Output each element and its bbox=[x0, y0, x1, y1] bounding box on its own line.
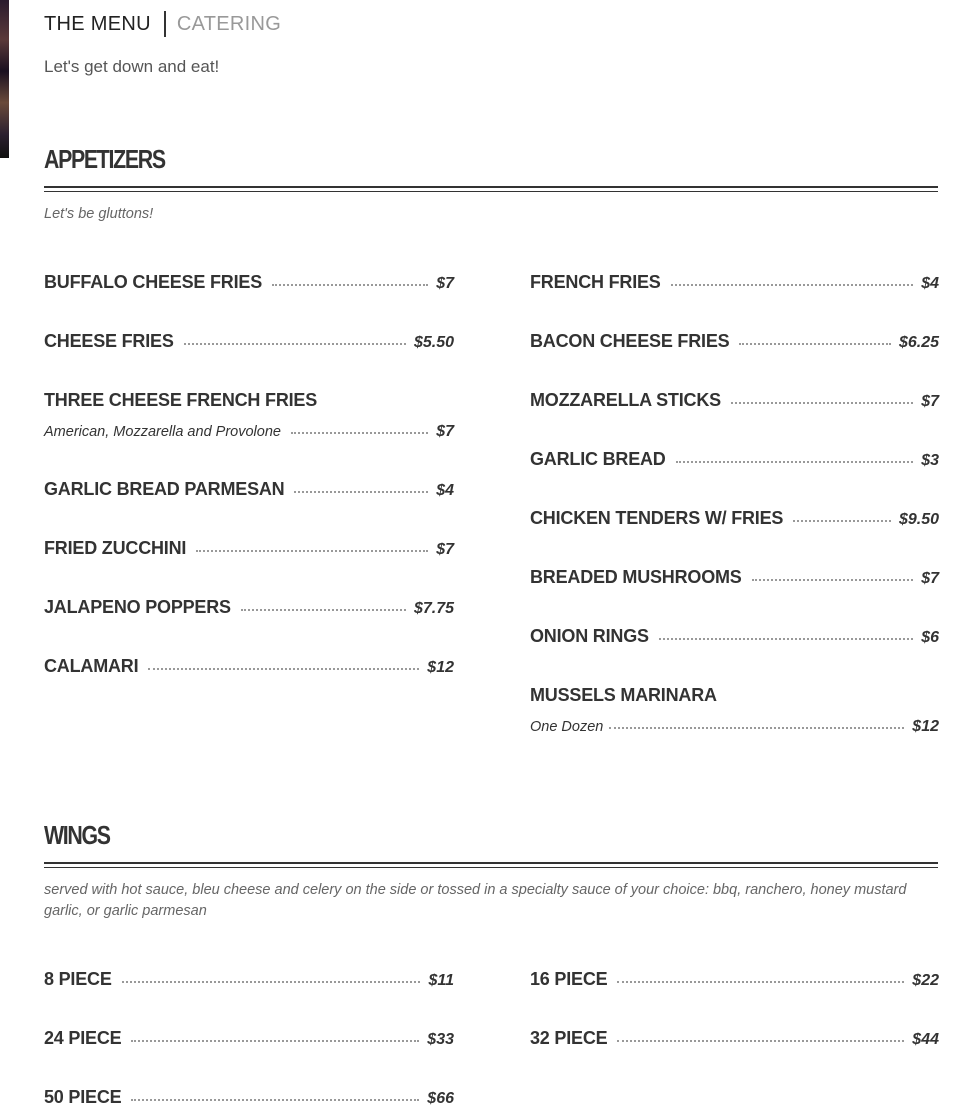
nav-divider bbox=[164, 11, 166, 37]
appetizers-divider bbox=[44, 186, 938, 192]
leader-dots bbox=[609, 727, 904, 729]
item-name: BUFFALO CHEESE FRIES bbox=[44, 272, 263, 292]
item-price: $7.75 bbox=[413, 600, 454, 617]
leader-dots bbox=[676, 461, 914, 463]
item-price: $6.25 bbox=[898, 334, 939, 351]
item-name: CALAMARI bbox=[44, 656, 139, 676]
leader-dots bbox=[196, 550, 428, 552]
menu-item bbox=[530, 449, 939, 470]
menu-item bbox=[530, 718, 939, 736]
leader-dots bbox=[148, 668, 419, 670]
item-description: One Dozen bbox=[530, 719, 604, 735]
item-price: $4 bbox=[436, 482, 454, 499]
leader-dots bbox=[241, 609, 406, 611]
leader-dots bbox=[731, 402, 913, 404]
menu-item bbox=[44, 1028, 454, 1049]
menu-item bbox=[44, 479, 454, 500]
item-price: $3 bbox=[921, 452, 939, 469]
nav-catering[interactable]: CATERING bbox=[176, 12, 282, 35]
page-tagline: Let's get down and eat! bbox=[44, 57, 220, 76]
leader-dots bbox=[122, 981, 421, 983]
wings-description: served with hot sauce, bleu cheese and celery on the side or tossed in a specialty sauce of your choice: bbq, ranchero, honey mustard garlic, or garlic parmesan bbox=[44, 882, 907, 919]
menu-item bbox=[530, 390, 939, 411]
item-name: 50 PIECE bbox=[44, 1087, 122, 1107]
item-name: GARLIC BREAD PARMESAN bbox=[44, 479, 285, 499]
leader-dots bbox=[291, 432, 428, 434]
item-price: $7 bbox=[436, 275, 454, 292]
menu-item bbox=[44, 656, 454, 677]
wings-title: WINGS bbox=[44, 820, 110, 850]
item-name: MOZZARELLA STICKS bbox=[530, 390, 721, 410]
item-name: 16 PIECE bbox=[530, 969, 608, 989]
item-price: $44 bbox=[912, 1031, 939, 1048]
leader-dots bbox=[617, 981, 904, 983]
item-price: $66 bbox=[427, 1090, 454, 1107]
menu-item bbox=[530, 626, 939, 647]
item-name: FRENCH FRIES bbox=[530, 272, 661, 292]
appetizers-title: APPETIZERS bbox=[44, 144, 165, 174]
item-price: $11 bbox=[428, 972, 454, 989]
menu-nav bbox=[44, 10, 281, 38]
menu-item bbox=[530, 331, 939, 352]
leader-dots bbox=[131, 1099, 419, 1101]
item-price: $7 bbox=[921, 570, 939, 587]
item-price: $22 bbox=[912, 972, 939, 989]
item-name: JALAPENO POPPERS bbox=[44, 597, 231, 617]
leader-dots bbox=[131, 1040, 419, 1042]
item-name: BREADED MUSHROOMS bbox=[530, 567, 742, 587]
item-name: 24 PIECE bbox=[44, 1028, 122, 1048]
leader-dots bbox=[272, 284, 428, 286]
leader-dots bbox=[752, 579, 914, 581]
item-name: GARLIC BREAD bbox=[530, 449, 666, 469]
appetizers-description: Let's be gluttons! bbox=[44, 206, 154, 222]
item-price: $5.50 bbox=[413, 334, 454, 351]
item-price: $7 bbox=[436, 541, 454, 558]
leader-dots bbox=[184, 343, 406, 345]
item-name: CHICKEN TENDERS W/ FRIES bbox=[530, 508, 784, 528]
item-name: ONION RINGS bbox=[530, 626, 649, 646]
menu-item bbox=[44, 1087, 454, 1108]
item-name: CHEESE FRIES bbox=[44, 331, 174, 351]
menu-item bbox=[44, 969, 454, 990]
leader-dots bbox=[671, 284, 914, 286]
item-name: FRIED ZUCCHINI bbox=[44, 538, 187, 558]
wings-divider bbox=[44, 862, 938, 868]
menu-item bbox=[44, 423, 454, 441]
item-name: 32 PIECE bbox=[530, 1028, 608, 1048]
menu-item bbox=[44, 331, 454, 352]
leader-dots bbox=[294, 491, 428, 493]
menu-item bbox=[530, 567, 939, 588]
item-price: $9.50 bbox=[898, 511, 939, 528]
leader-dots bbox=[793, 520, 891, 522]
menu-item bbox=[530, 1028, 939, 1049]
menu-item bbox=[530, 272, 939, 293]
item-name: BACON CHEESE FRIES bbox=[530, 331, 730, 351]
menu-item bbox=[44, 538, 454, 559]
side-photo bbox=[0, 0, 9, 158]
menu-item bbox=[530, 969, 939, 990]
menu-item bbox=[530, 508, 939, 529]
menu-item bbox=[44, 597, 454, 618]
item-price: $6 bbox=[921, 629, 939, 646]
item-price: $7 bbox=[436, 423, 454, 440]
item-name: MUSSELS MARINARA bbox=[530, 685, 717, 705]
item-price: $4 bbox=[921, 275, 939, 292]
item-price: $12 bbox=[912, 718, 939, 735]
item-price: $33 bbox=[427, 1031, 454, 1048]
item-price: $7 bbox=[921, 393, 939, 410]
item-name: THREE CHEESE FRENCH FRIES bbox=[44, 390, 318, 410]
leader-dots bbox=[617, 1040, 904, 1042]
leader-dots bbox=[739, 343, 891, 345]
item-price: $12 bbox=[427, 659, 454, 676]
menu-item bbox=[44, 272, 454, 293]
item-name: 8 PIECE bbox=[44, 969, 112, 989]
nav-the-menu[interactable]: THE MENU bbox=[44, 12, 151, 35]
leader-dots bbox=[659, 638, 913, 640]
item-description: American, Mozzarella and Provolone bbox=[44, 424, 281, 440]
